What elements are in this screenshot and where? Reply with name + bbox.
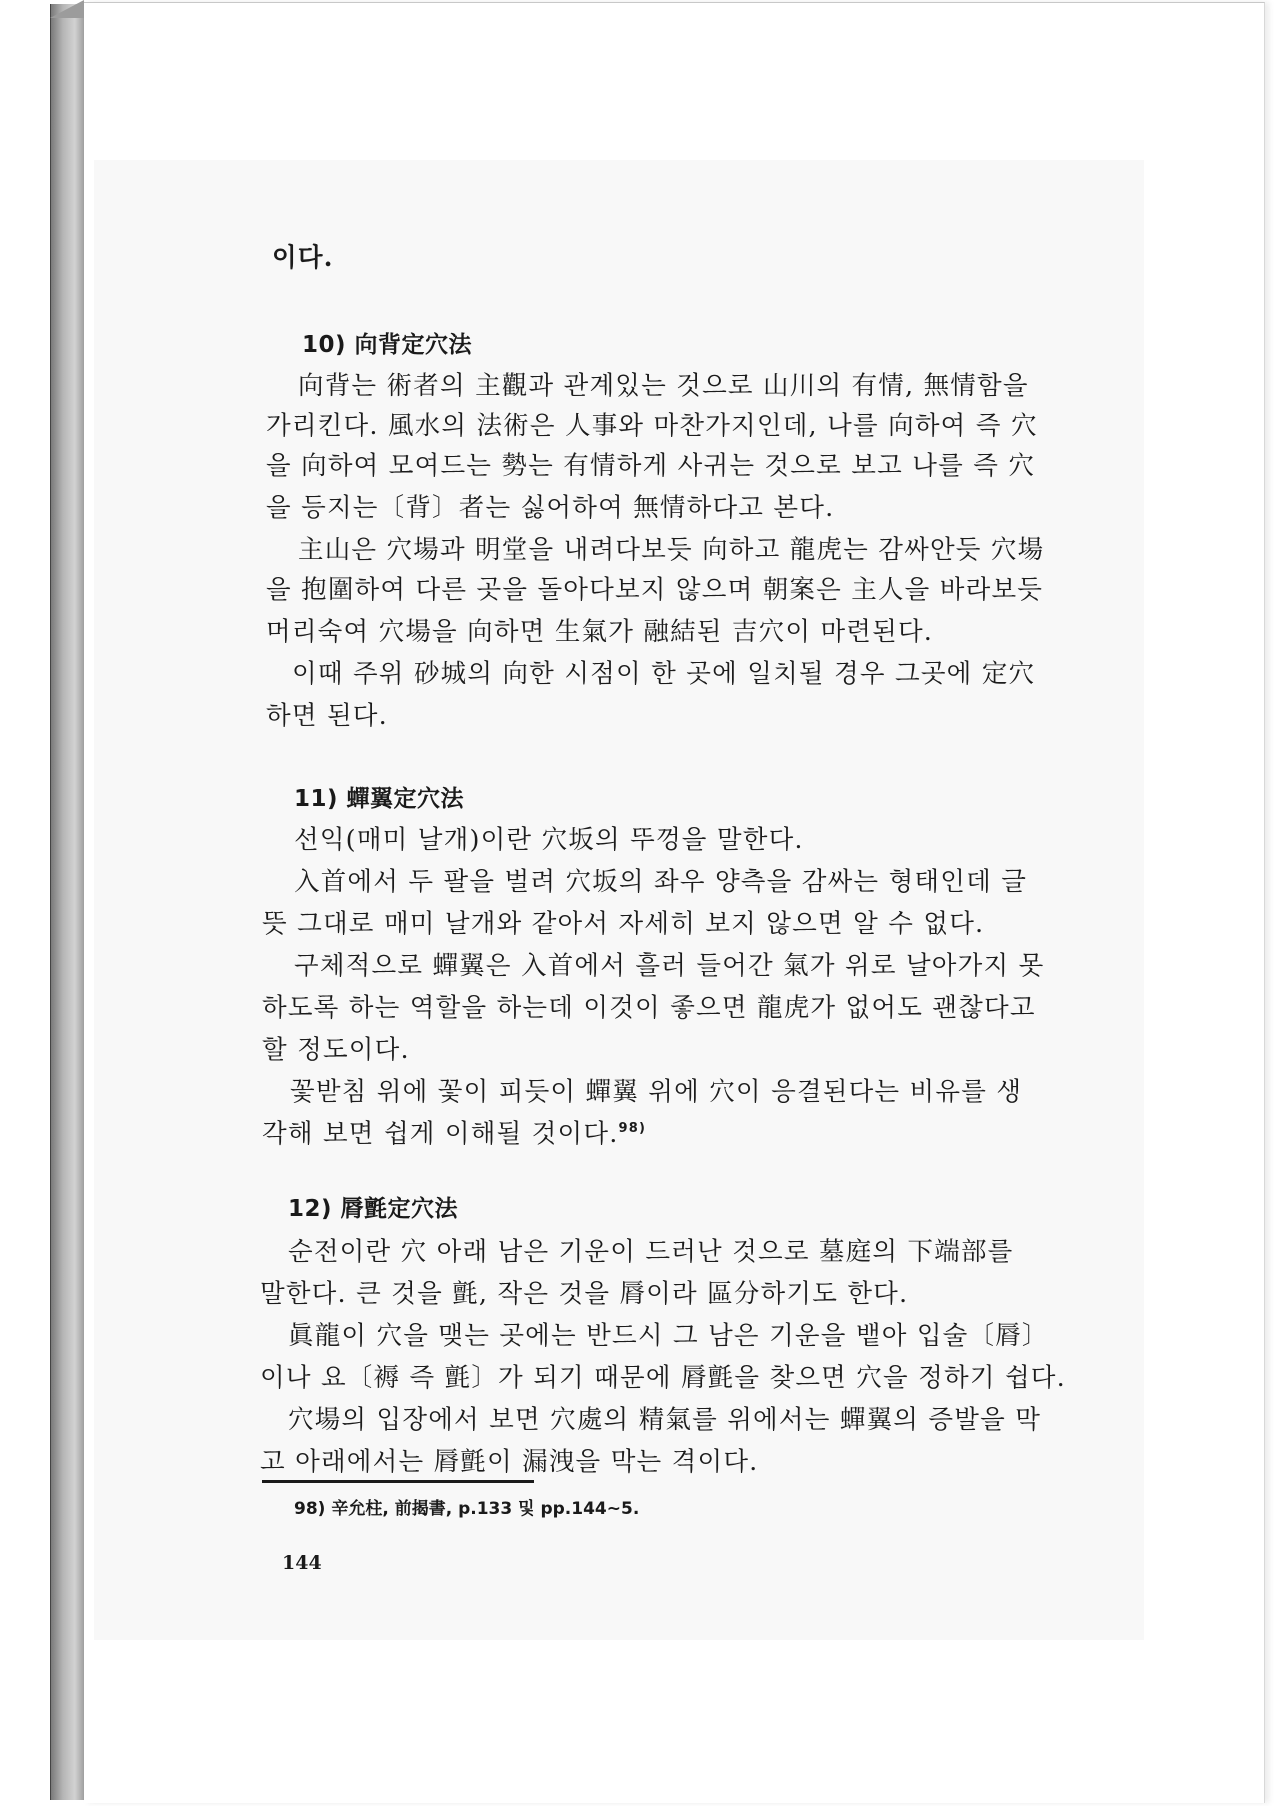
body-line: 向背는 術者의 主觀과 관계있는 것으로 山川의 有情, 無情함을 — [298, 371, 1029, 401]
body-line-text: 각해 보면 쉽게 이해될 것이다. — [262, 1119, 619, 1149]
body-line: 말한다. 큰 것을 氈, 작은 것을 脣이라 區分하기도 한다. — [260, 1279, 909, 1309]
body-line: 선익(매미 날개)이란 穴坂의 뚜껑을 말한다. — [294, 825, 804, 855]
body-line: 入首에서 두 팔을 벌려 穴坂의 좌우 양측을 감싸는 형태인데 글 — [294, 867, 1028, 897]
footnote-marker: 98) — [618, 1121, 647, 1136]
book-spine — [50, 4, 85, 1800]
section-heading-12: 12) 脣氈定穴法 — [288, 1196, 459, 1222]
body-line: 이나 요〔褥 즉 氈〕가 되기 때문에 脣氈을 찾으면 穴을 정하기 쉽다. — [260, 1363, 1066, 1393]
body-line: 순전이란 穴 아래 남은 기운이 드러난 것으로 墓庭의 下端部를 — [288, 1237, 1014, 1267]
body-line: 뜻 그대로 매미 날개와 같아서 자세히 보지 않으면 알 수 없다. — [262, 909, 985, 939]
body-line: 이때 주위 砂城의 向한 시점이 한 곳에 일치될 경우 그곳에 定穴 — [292, 659, 1036, 689]
page-number: 144 — [282, 1552, 322, 1574]
body-line: 꽃받침 위에 꽃이 피듯이 蟬翼 위에 穴이 응결된다는 비유를 생 — [290, 1077, 1023, 1107]
body-line: 구체적으로 蟬翼은 入首에서 흘러 들어간 氣가 위로 날아가지 못 — [294, 951, 1045, 981]
footnote-divider — [262, 1480, 534, 1483]
body-line: 고 아래에서는 脣氈이 漏洩을 막는 격이다. — [260, 1447, 759, 1477]
body-line: 하도록 하는 역할을 하는데 이것이 좋으면 龍虎가 없어도 괜찮다고 — [262, 993, 1036, 1023]
body-line: 眞龍이 穴을 맺는 곳에는 반드시 그 남은 기운을 뱉아 입술〔脣〕 — [288, 1321, 1049, 1351]
body-line: 하면 된다. — [266, 701, 388, 731]
body-line: 을 向하여 모여드는 勢는 有情하게 사귀는 것으로 보고 나를 즉 穴 — [266, 451, 1036, 481]
body-line: 할 정도이다. — [262, 1035, 410, 1065]
continued-text-line: 이다. — [272, 243, 334, 273]
body-line: 을 등지는〔背〕者는 싫어하여 無情하다고 본다. — [266, 493, 835, 523]
body-line: 을 抱圍하여 다른 곳을 돌아다보지 않으며 朝案은 主人을 바라보듯 — [266, 575, 1044, 605]
book-spine-corner — [50, 0, 84, 18]
body-line: 穴場의 입장에서 보면 穴處의 精氣를 위에서는 蟬翼의 증발을 막 — [288, 1405, 1042, 1435]
body-line-with-footnote — [262, 1114, 646, 1150]
footnote-text: 98) 辛允柱, 前揭書, p.133 및 pp.144~5. — [294, 1499, 640, 1519]
body-line: 主山은 穴場과 明堂을 내려다보듯 向하고 龍虎는 감싸안듯 穴場 — [298, 535, 1045, 565]
body-line: 가리킨다. 風水의 法術은 人事와 마찬가지인데, 나를 向하여 즉 穴 — [266, 411, 1038, 441]
section-heading-10: 10) 向背定穴法 — [302, 332, 473, 358]
section-heading-11: 11) 蟬翼定穴法 — [294, 786, 465, 812]
body-line: 머리숙여 穴場을 向하면 生氣가 融結된 吉穴이 마련된다. — [266, 617, 934, 647]
